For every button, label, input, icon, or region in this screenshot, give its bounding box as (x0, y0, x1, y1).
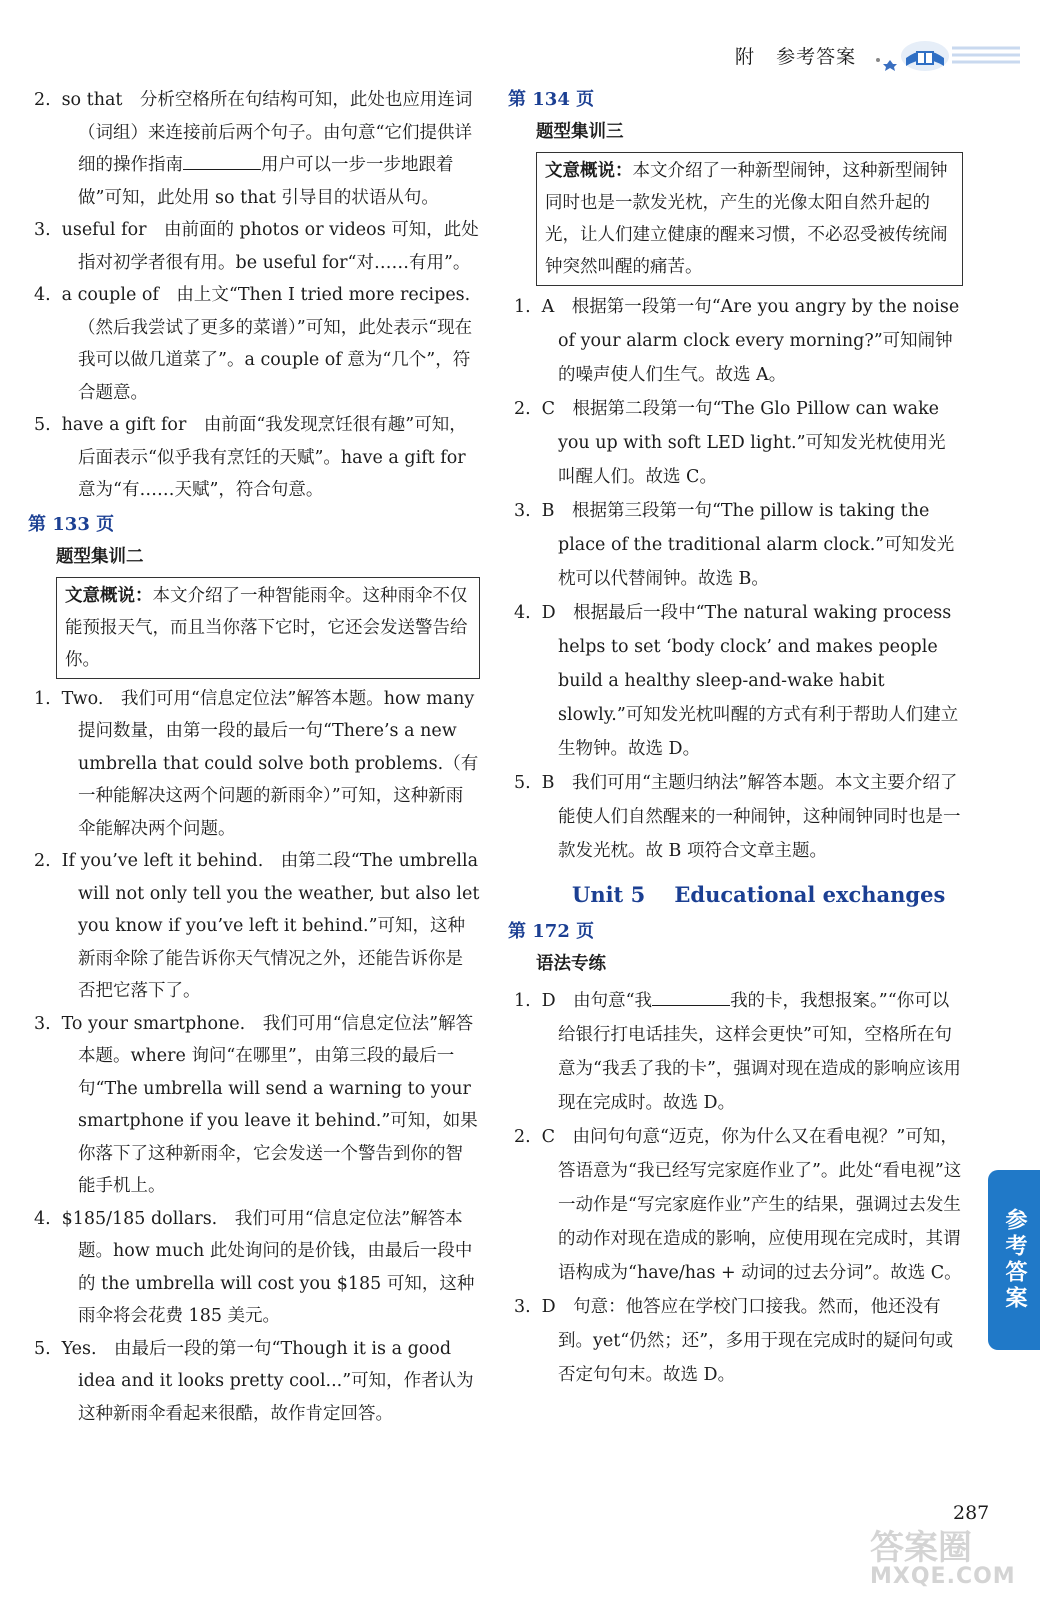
item-text: B 我们可用“主题归纳法”解答本题。本文主要介绍了能使人们自然醒来的一种闹钟，这种闹钟同时也是一款发光枕。故 B 项符合文章主题。 (541, 773, 961, 861)
blank-line (652, 987, 730, 1006)
page-number: 287 (953, 1502, 990, 1524)
answer-item: 2. so that 分析空格所在句结构可知，此处也应用连词（词组）来连接前后两个句子。由句意“它们提供详细的操作指南 用户可以一步一步地跟着做”可知，此处用 so that 引导目的状语从句。 (34, 90, 473, 208)
item-text: B 根据第三段第一句“The pillow is taking the place of the traditional alarm clock.”可知发光枕可以代替闹钟。故选 B。 (541, 501, 955, 589)
answer-item: 2. C 由问句句意“迈克，你为什么又在看电视？”可知，答语意为“我已经写完家庭作业了”。此处“看电视”这一动作是“写完家庭作业”产生的结果，强调过去发生的动作对现在造成的影响，应使用现在完成时，其谓语构成为“have/has + 动词的过去分词”。故选 C。 (514, 1127, 962, 1283)
item-text: C 由问句句意“迈克，你为什么又在看电视？”可知，答语意为“我已经写完家庭作业了”。此处“看电视”这一动作是“写完家庭作业”产生的结果，强调过去发生的动作对现在造成的影响，应使用现在完成时，其谓语构成为“have/has + 动词的过去分词”。故选 C。 (541, 1127, 962, 1283)
page-reference: 第 172 页 (508, 921, 595, 942)
answer-item: 2. If you’ve left it behind. 由第二段“The umbrella will not only tell you the weather, but also let you know if you’ve left it behind.”可知，这种新雨伞除了能告诉你天气情况之外，还能告诉你是否把它落下了。 (34, 851, 480, 1001)
answer-item: 5. B 我们可用“主题归纳法”解答本题。本文主要介绍了能使人们自然醒来的一种闹钟，这种闹钟同时也是一款发光枕。故 B 项符合文章主题。 (514, 773, 961, 861)
summary-text: 本文介绍了一种智能雨伞。这种雨伞不仅能预报天气，而且当你落下它时，它还会发送警告给你。 (65, 585, 468, 670)
watermark-text: 答案圈 (870, 1528, 972, 1568)
item-text: so that 分析空格所在句结构可知，此处也应用连词（词组）来连接前后两个句子。由句意“它们提供详细的操作指南 (61, 90, 473, 175)
answer-section-tab: 参考答案 (988, 1170, 1040, 1350)
item-text: D 句意：他答应在学校门口接我。然而，他还没有到。yet“仍然；还”，多用于现在完成时的疑问句或否定句句末。故选 D。 (541, 1297, 954, 1385)
section-heading: 语法专练 (536, 954, 606, 974)
item-text: If you’ve left it behind. 由第二段“The umbrella will not only tell you the weather, but also let you know if you’ve left it behind.”可知，这种新雨伞除了能告诉你天气情况之外，还能告诉你是否把它落下了。 (61, 851, 480, 1001)
section-heading: 题型集训二 (56, 546, 144, 567)
answer-item: 1. D 由句意“我 我的卡，我想报案。”“你可以给银行打电话挂失，这样会更快”可知，空格所在句意为“我丢了我的卡”，强调对现在造成的影响应该用现在完成时。故选 D。 (508, 984, 963, 1120)
answer-item: 3. B 根据第三段第一句“The pillow is taking the place of the traditional alarm clock.”可知发光枕可以代替闹钟。故选 B。 (514, 501, 955, 589)
summary-box (56, 577, 480, 679)
item-text: Yes. 由最后一段的第一句“Though it is a good idea and it looks pretty cool...”可知，作者认为这种新雨伞看起来很酷，故作肯定回答。 (61, 1338, 474, 1424)
item-text: a couple of 由上文“Then I tried more recipes.（然后我尝试了更多的菜谱）”可知，此处表示“现在我可以做几道菜了”。a couple of 意为“几个”，符合题意。 (61, 285, 473, 403)
summary-label: 文意概说： (545, 161, 633, 181)
header-label: 附 参考答案 (735, 46, 857, 68)
item-text: Two. 我们可用“信息定位法”解答本题。how many 提问数量，由第一段的最后一句“There’s a new umbrella that could solve both problems.（有一种能解决这两个问题的新雨伞）”可知，这种新雨伞能解决两个问题。 (61, 688, 479, 839)
item-text: A 根据第一段第一句“Are you angry by the noise of your alarm clock every morning?”可知闹钟的噪声使人们生气。故选 A。 (541, 297, 960, 385)
answer-item: 1. Two. 我们可用“信息定位法”解答本题。how many 提问数量，由第一段的最后一句“There’s a new umbrella that could solve both problems.（有一种能解决这两个问题的新雨伞）”可知，这种新雨伞能解决两个问题。 (34, 688, 479, 839)
item-text: 我的卡，我想报案。”“你可以给银行打电话挂失，这样会更快”可知，空格所在句意为“我丢了我的卡”，强调对现在造成的影响应该用现在完成时。故选 D。 (558, 991, 961, 1113)
answer-item: 5. Yes. 由最后一段的第一句“Though it is a good idea and it looks pretty cool...”可知，作者认为这种新雨伞看起来很酷，故作肯定回答。 (34, 1338, 474, 1424)
answer-item: 2. C 根据第二段第一句“The Glo Pillow can wake you up with soft LED light.”可知发光枕使用光叫醒人们。故选 C。 (514, 399, 946, 487)
watermark-url: MXQE.COM (870, 1564, 1016, 1589)
answer-item: 3. useful for 由前面的 photos or videos 可知，此处指对初学者很有用。be useful for“对……有用”。 (34, 220, 479, 273)
watermark-logo (870, 1530, 1050, 1590)
item-text: useful for 由前面的 photos or videos 可知，此处指对初学者很有用。be useful for“对……有用”。 (61, 220, 479, 273)
item-text: 用户可以一步一步地跟着做”可知，此处用 so that 引导目的状语从句。 (78, 155, 454, 208)
answer-item: 4. a couple of 由上文“Then I tried more recipes.（然后我尝试了更多的菜谱）”可知，此处表示“现在我可以做几道菜了”。a couple of 意为“几个”，符合题意。 (34, 285, 473, 403)
blank-line (183, 151, 261, 170)
item-text: D 由句意“我 (541, 991, 653, 1011)
running-header (735, 36, 1035, 76)
answer-item: 4. D 根据最后一段中“The natural waking process helps to set ‘body clock’ and makes people build a healthy sleep-and-wake habit slowly.”可知发光枕叫醒的方式有利于帮助人们建立生物钟。故选 D。 (514, 603, 959, 759)
item-text: To your smartphone. 我们可用“信息定位法”解答本题。where 询问“在哪里”，由第三段的最后一句“The umbrella will send a warning to your smartphone if you leave it behind.”可知，如果你落下了这种新雨伞，它会发送一个警告到你的智能手机上。 (61, 1013, 478, 1196)
item-text: have a gift for 由前面“我发现烹饪很有趣”可知，后面表示“似乎我有烹饪的天赋”。have a gift for 意为“有……天赋”，符合句意。 (61, 415, 467, 500)
page-reference: 第 134 页 (508, 89, 595, 110)
answer-item: 3. To your smartphone. 我们可用“信息定位法”解答本题。where 询问“在哪里”，由第三段的最后一句“The umbrella will send a warning to your smartphone if you leave it behind.”可知，如果你落下了这种新雨伞，它会发送一个警告到你的智能手机上。 (34, 1013, 478, 1196)
item-text: C 根据第二段第一句“The Glo Pillow can wake you up with soft LED light.”可知发光枕使用光叫醒人们。故选 C。 (541, 399, 946, 487)
left-column (28, 84, 480, 1430)
unit-title: Unit 5 Educational exchanges (572, 882, 946, 907)
item-text: $185/185 dollars. 我们可用“信息定位法”解答本题。how much 此处询问的是价钱，由最后一段中的 the umbrella will cost you $185 可知，这种雨伞将会花费 185 美元。 (61, 1208, 475, 1326)
summary-box (536, 152, 963, 286)
summary-label: 文意概说： (65, 585, 153, 606)
summary-text: 本文介绍了一种新型闹钟，这种新型闹钟同时也是一款发光枕，产生的光像太阳自然升起的光，让人们建立健康的醒来习惯，不必忍受被传统闹钟突然叫醒的痛苦。 (545, 161, 948, 277)
right-column (508, 84, 963, 1392)
item-text: D 根据最后一段中“The natural waking process helps to set ‘body clock’ and makes people build a healthy sleep-and-wake habit slowly.”可知发光枕叫醒的方式有利于帮助人们建立生物钟。故选 D。 (541, 603, 959, 759)
book-icon (870, 36, 1030, 76)
answer-item: 3. D 句意：他答应在学校门口接我。然而，他还没有到。yet“仍然；还”，多用于现在完成时的疑问句或否定句句末。故选 D。 (514, 1297, 954, 1385)
section-heading: 题型集训三 (536, 122, 624, 142)
answer-item: 1. A 根据第一段第一句“Are you angry by the noise of your alarm clock every morning?”可知闹钟的噪声使人们生气。故选 A。 (514, 297, 960, 385)
answer-item: 5. have a gift for 由前面“我发现烹饪很有趣”可知，后面表示“似乎我有烹饪的天赋”。have a gift for 意为“有……天赋”，符合句意。 (34, 415, 467, 500)
answer-item: 4. $185/185 dollars. 我们可用“信息定位法”解答本题。how much 此处询问的是价钱，由最后一段中的 the umbrella will cost you $185 可知，这种雨伞将会花费 185 美元。 (34, 1208, 475, 1326)
page-reference: 第 133 页 (28, 513, 115, 535)
